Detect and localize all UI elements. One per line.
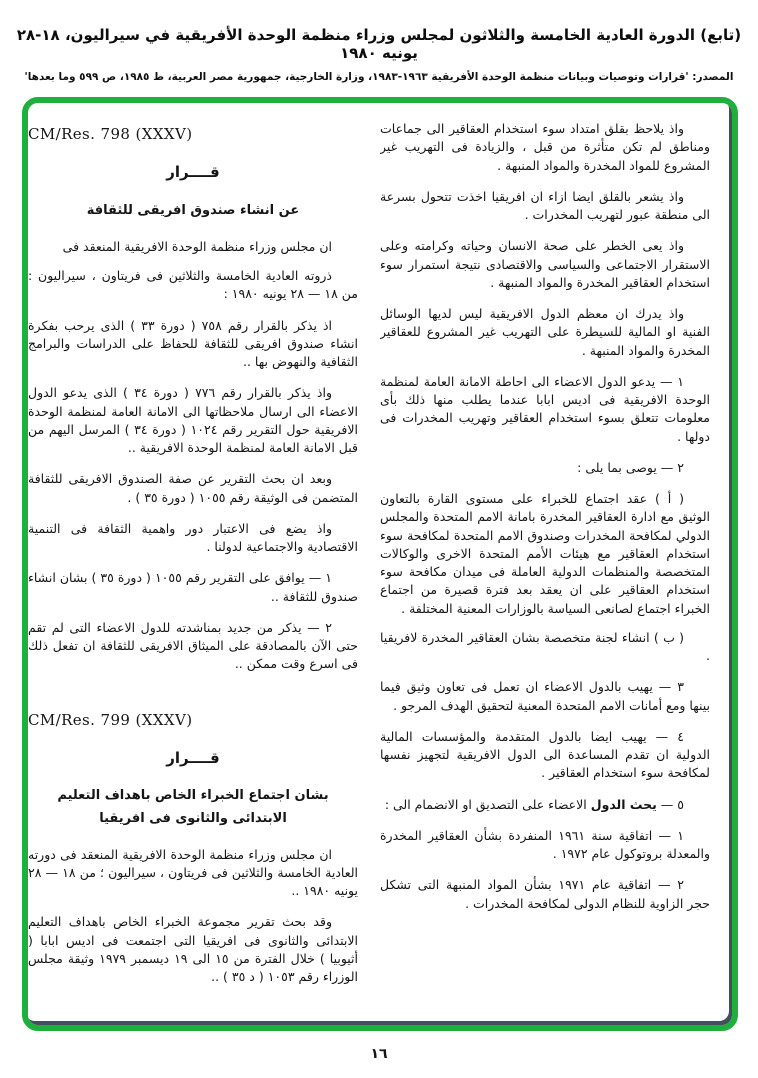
resolution-subject-line1: بشان اجتماع الخبراء الخاص باهداف التعليم (57, 788, 329, 804)
paragraph: ( أ ) عقد اجتماع للخبراء على مستوى القارة بالتعاون الوثيق مع ادارة العقاقير المخدرة بامانة الامم المتحدة والمجلس الدولي لمكافحة المخدرات وصندوق الامم المتحدة لمكافحة سوء استخدام العقاقير مع هيئات الأمم المتحدة الاخرى والوكالات المتخصصة والمنظمات الدولية العاملة فى ميدان مكافحة سوء استخدام العقاقير على ان يعقد بعد فترة قصيرة من اجتماع الخبراء اجتماع لصانعى السياسة بالوزارات المعنية المختلفة . (380, 491, 710, 616)
two-column-layout (28, 103, 732, 1025)
paragraph (380, 796, 710, 814)
resolution-subject: عن انشاء صندوق افريقى للثقافة (86, 202, 300, 218)
paragraph: ٢ — اتفاقية عام ١٩٧١ بشأن المواد المنبهة التى تشكل حجر الزاوية للنظام الدولى لمكافحة المخدرات . (380, 877, 710, 911)
paragraph: واذ يشعر بالقلق ايضا ازاء ان افريقيا اخذت تتحول بسرعة الى منطقة عبور لتهريب المخدرات . (380, 188, 710, 222)
paragraph: ٤ — يهيب ايضا بالدول المتقدمة والمؤسسات المالية الدولية ان تقدم المساعدة الى الدول الافريقية لتجهيز نفسها لمكافحة سوء استخدام العقاقير . (380, 728, 710, 781)
paragraph: ان مجلس وزراء منظمة الوحدة الافريقية المنعقد فى دورته العادية الخامسة والثلاثين فى فريتاون ، سيراليون ؛ من ١٨ — ٢٨ يونيه ١٩٨٠ .. (28, 846, 358, 899)
paragraph: ذروته العادية الخامسة والثلاثين فى فريتاون ، سيراليون : من ١٨ — ٢٨ يونيه ١٩٨٠ : (28, 268, 358, 302)
paragraph: ٢ — يوصى بما يلى : (577, 459, 684, 475)
paragraph: واذ يدرك ان معظم الدول الافريقية ليس لديها الوسائل الفنية او المالية للسيطرة على التهريب غير المشروع للعقاقير المخدرة والمواد المنبهة . (380, 306, 710, 358)
paragraph: ١ — يوافق على التقرير رقم ١٠٥٥ ( دورة ٣٥ ) بشان انشاء صندوق للثقافة .. (28, 570, 358, 604)
paragraph: ١ — يدعو الدول الاعضاء الى احاطة الامانة العامة لمنظمة الوحدة الافريقية فى اديس ابابا عندما يطلب منها ذلك بأى معلومات تتعلق بسوء استخدام العقاقير وتهريب المخدرات فى دولها . (380, 373, 710, 444)
resolution-title: قــــرار (166, 162, 220, 181)
resolution-subject-line2: الابتدائى والثانوى فى افريقيا (99, 810, 287, 826)
resolution-subject (28, 785, 358, 829)
paragraph-bold-phrase: يحث الدول (590, 796, 657, 812)
paragraph: وقد بحث تقرير مجموعة الخبراء الخاص باهداف التعليم الابتدائى والثانوى فى افريقيا التى اجتمعت فى اديس ابابا ( أثيوبيا ) خلال الفترة من ١٥ الى ١٩ ديسمبر ١٩٧٩ وثيقة مجلس الوزراء رقم ١٠٥٣ ( د ٣٥ ) .. (28, 914, 358, 985)
column-left (28, 120, 358, 1015)
resolution-ref-799: CM/Res. 799 (XXXV) (28, 710, 193, 729)
paragraph: واذ يذكر بالقرار رقم ٧٧٦ ( دورة ٣٤ ) الذى يدعو الدول الاعضاء الى ارسال ملاحظاتها الى الامانة العامة لمنظمة الوحدة الافريقية حول التقرير رقم ١٠٢٤ ( دورة ٣٤ ) المرسل اليهم من قبل الامانة العامة لمنظمة الوحدة الافريقية .. (28, 385, 358, 456)
document-header (0, 26, 758, 83)
header-source-line: المصدر: 'قرارات وتوصيات وبيانات منظمة الوحدة الأفريقية ١٩٦٣-١٩٨٣، وزارة الخارجية، جمهورية مصر العربية، ط ١٩٨٥، ص ٥٩٩ وما بعدها' (24, 71, 734, 83)
paragraph: وبعد ان بحث التقرير عن صفة الصندوق الافريقى للثقافة المتضمن فى الوثيقة رقم ١٠٥٥ ( دورة ٣٥ ) . (28, 471, 358, 505)
paragraph: واذ يضع فى الاعتبار دور واهمية الثقافة فى التنمية الاقتصادية والاجتماعية لدولنا . (28, 520, 358, 555)
column-right (380, 120, 710, 1015)
paragraph: ٢ — يذكر من جديد بمناشدته للدول الاعضاء التى لم تقم حتى الآن بالمصادقة على الميثاق الافريقى للثقافة ان تفعل ذلك فى اسرع وقت ممكن .. (28, 619, 358, 672)
paragraph: ( ب ) انشاء لجنة متخصصة بشان العقاقير المخدرة لافريقيا . (380, 629, 710, 663)
resolution-ref-798: CM/Res. 798 (XXXV) (28, 125, 193, 143)
resolution-title: قــــرار (166, 748, 220, 767)
paragraph: ١ — اتفاقية سنة ١٩٦١ المنفردة بشأن العقاقير المخدرة والمعدلة بروتوكول عام ١٩٧٢ . (380, 827, 710, 861)
page-number: ١٦ (370, 1046, 388, 1062)
paragraph: واذ يعى الخطر على صحة الانسان وحياته وكرامته وعلى الاستقرار الاجتماعى والسياسى والاقتصادى نتيجة استمرار سوء استخدام العقاقير المخدرة والمواد المنبهة . (380, 238, 710, 290)
paragraph-prefix: ٥ — (656, 796, 684, 812)
header-session-line: (تابع) الدورة العادية الخامسة والثلاثون لمجلس وزراء منظمة الوحدة الأفريقية في سيراليون، ١٨-٢٨ يونيه ١٩٨٠ (16, 26, 742, 62)
paragraph: اذ يذكر بالقرار رقم ٧٥٨ ( دورة ٣٣ ) الذى يرحب بفكرة انشاء صندوق افريقى للثقافة للحفاظ على الدراسات والبرامج الثقافية والنهوض بها .. (28, 317, 358, 370)
paragraph: ٣ — يهيب بالدول الاعضاء ان تعمل فى تعاون وثيق فيما بينها ومع أمانات الامم المتحدة المعنية لتحقيق الهدف المرجو . (380, 679, 710, 713)
paragraph: ان مجلس وزراء منظمة الوحدة الافريقية المنعقد فى (62, 238, 332, 254)
content-frame (22, 97, 738, 1031)
paragraph: واذ يلاحظ بقلق امتداد سوء استخدام العقاقير الى جماعات ومناطق لم تكن متأثرة من قبل ، والزيادة فى التهريب غير المشروع للمواد المخدرة والمواد المنبهة . (380, 121, 710, 173)
paragraph-rest: الاعضاء على التصديق او الانضمام الى : (384, 796, 591, 812)
